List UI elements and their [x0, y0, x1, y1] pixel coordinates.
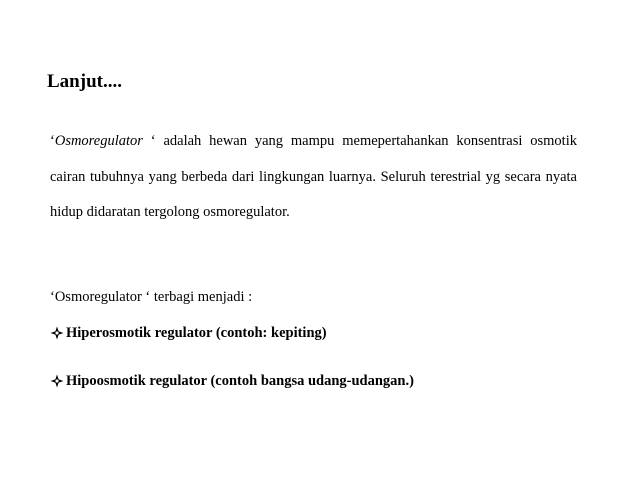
bullet-item-hiperosmotik [50, 323, 327, 343]
subheading: ‘Osmoregulator ‘ terbagi menjadi : [50, 289, 253, 305]
term-open-quote: ‘ [50, 133, 55, 149]
diamond-bullet-icon [50, 326, 64, 340]
diamond-bullet-icon [50, 374, 64, 388]
slide-title: Lanjut.... [47, 71, 122, 92]
definition-paragraph [50, 124, 577, 231]
bullet-item-hipoosmotik [50, 371, 414, 391]
term-osmoregulator: Osmoregulator [54, 133, 143, 149]
definition-text: ‘ adalah hewan yang mampu memepertahankan konsentrasi osmotik cairan tubuhnya yang berbeda dari lingkungan luarnya. Seluruh terestrial yg secara nyata hidup didaratan tergolong osmoregulator. [50, 133, 577, 220]
bullet-text: Hiperosmotik regulator (contoh: kepiting) [66, 325, 327, 341]
bullet-text: Hipoosmotik regulator (contoh bangsa udang-udangan.) [66, 373, 414, 389]
